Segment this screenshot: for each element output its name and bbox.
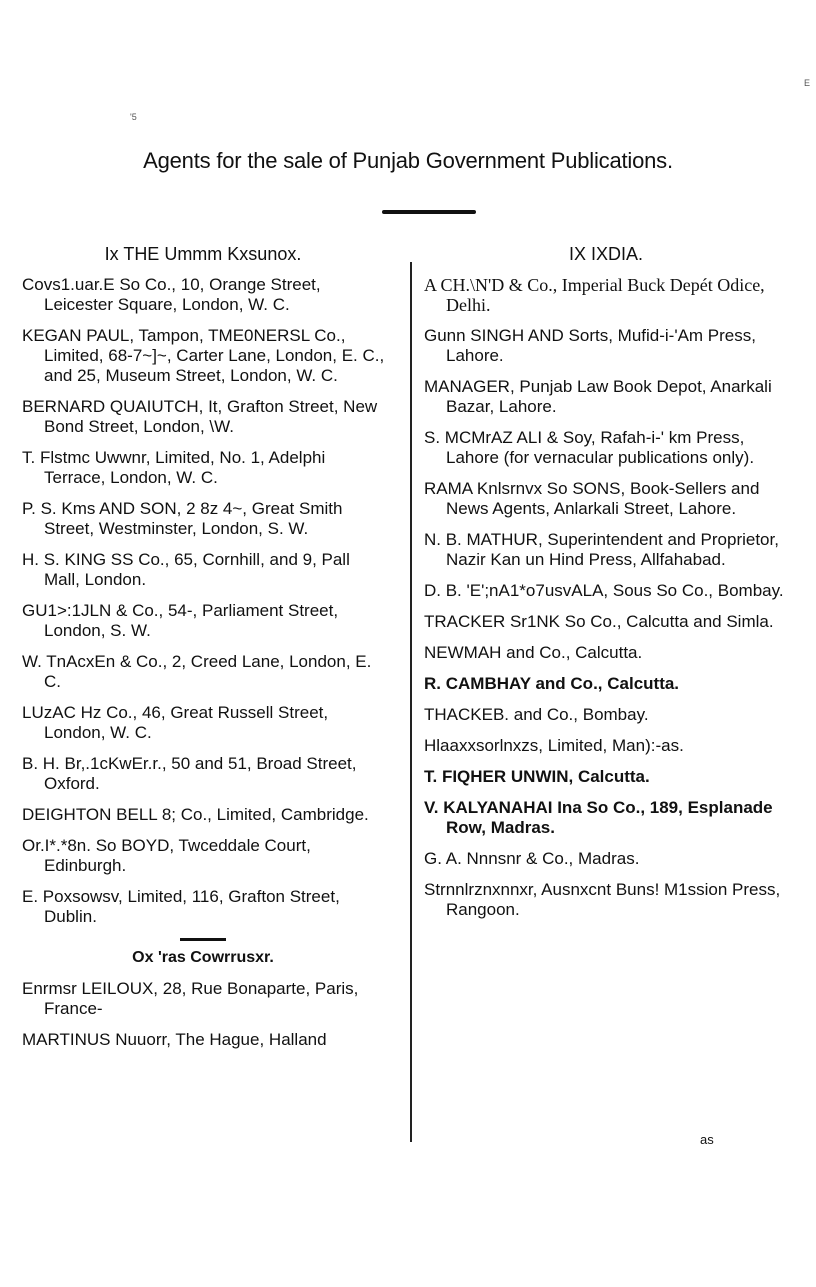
agent-entry: Strnnlrznxnnxr, Ausnxcnt Buns! M1ssion Press, Rangoon. xyxy=(424,880,781,919)
agent-entry: S. MCMrAZ ALI & Soy, Rafah-i-' km Press, Lahore (for vernacular publications only). xyxy=(424,428,755,467)
agent-entry: RAMA Knlsrnvx So SONS, Book-Sellers and News Agents, Anlarkali Street, Lahore. xyxy=(424,479,760,518)
section-rule xyxy=(180,938,226,941)
agent-entry: TRACKER Sr1NK So Co., Calcutta and Simla. xyxy=(424,612,774,631)
agent-entry: KEGAN PAUL, Tampon, TME0NERSL Co., Limited, 68-7~]~, Carter Lane, London, E. C., and 25, Museum Street, London, W. C. xyxy=(22,326,385,385)
title-ornament-rule xyxy=(382,210,476,214)
agent-entry: H. S. KING SS Co., 65, Cornhill, and 9, Pall Mall, London. xyxy=(22,550,350,589)
agent-entry: N. B. MATHUR, Superintendent and Proprietor, Nazir Kan un Hind Press, Allfahabad. xyxy=(424,530,779,569)
agent-entry: Gunn SINGH AND Sorts, Mufid-i-'Am Press, Lahore. xyxy=(424,326,756,365)
agent-entry: T. FIQHER UNWIN, Calcutta. xyxy=(424,767,650,786)
agent-entry: GU1>:1JLN & Co., 54-, Parliament Street, London, S. W. xyxy=(22,601,339,640)
page-title: Agents for the sale of Punjab Government Publications. xyxy=(143,148,673,173)
right-column xyxy=(420,244,792,931)
agent-entry: E. Poxsowsv, Limited, 116, Grafton Street, Dublin. xyxy=(22,887,340,926)
agent-entry: Enrmsr LEILOUX, 28, Rue Bonaparte, Paris, France- xyxy=(22,979,359,1018)
column-divider xyxy=(410,262,412,1142)
corner-speck: E xyxy=(804,78,811,88)
agent-entry: DEIGHTON BELL 8; Co., Limited, Cambridge. xyxy=(22,805,369,824)
agent-entry: P. S. Kms AND SON, 2 8z 4~, Great Smith Street, Westminster, London, S. W. xyxy=(22,499,343,538)
left-column xyxy=(18,244,388,1061)
right-column-heading: IX IXDIA. xyxy=(568,244,644,264)
agent-entry: Or.I*.*8n. So BOYD, Twceddale Court, Edinburgh. xyxy=(22,836,311,875)
agent-entry: D. B. 'E';nA1*o7usvALA, Sous So Co., Bombay. xyxy=(424,581,784,600)
page-speck: '5 xyxy=(130,112,137,122)
agent-entry: MANAGER, Punjab Law Book Depot, Anarkali Bazar, Lahore. xyxy=(424,377,772,416)
agent-entry: B. H. Br,.1cKwEr.r., 50 and 51, Broad Street, Oxford. xyxy=(22,754,357,793)
agent-entry: G. A. Nnnsnr & Co., Madras. xyxy=(424,849,640,868)
agent-entry: BERNARD QUAIUTCH, It, Grafton Street, New Bond Street, London, \W. xyxy=(22,397,378,436)
agent-entry: NEWMAH and Co., Calcutta. xyxy=(424,643,643,662)
agent-entry: MARTINUS Nuuorr, The Hague, Halland xyxy=(22,1030,327,1049)
page-mark: as xyxy=(700,1132,714,1147)
continent-heading: Ox 'ras Cowrrusxr. xyxy=(132,949,274,966)
agent-entry: THACKEB. and Co., Bombay. xyxy=(424,705,649,724)
agent-entry: R. CAMBHAY and Co., Calcutta. xyxy=(424,674,680,693)
agent-entry: Covs1.uar.E So Co., 10, Orange Street, Leicester Square, London, W. C. xyxy=(22,275,321,314)
agent-entry: Hlaaxxsorlnxzs, Limited, Man):-as. xyxy=(424,736,684,755)
agent-entry: LUzAC Hz Co., 46, Great Russell Street, London, W. C. xyxy=(22,703,329,742)
agent-entry: W. TnAcxEn & Co., 2, Creed Lane, London, E. C. xyxy=(22,652,372,691)
agent-entry: V. KALYANAHAI Ina So Co., 189, Esplanade Row, Madras. xyxy=(424,798,773,837)
left-column-heading: Ix THE Ummm Kxsunox. xyxy=(104,244,302,264)
agent-entry: T. Flstmc Uwwnr, Limited, No. 1, Adelphi Terrace, London, W. C. xyxy=(22,448,326,487)
agent-entry: A CH.\N'D & Co., Imperial Buck Depét Odice, Delhi. xyxy=(424,275,765,315)
